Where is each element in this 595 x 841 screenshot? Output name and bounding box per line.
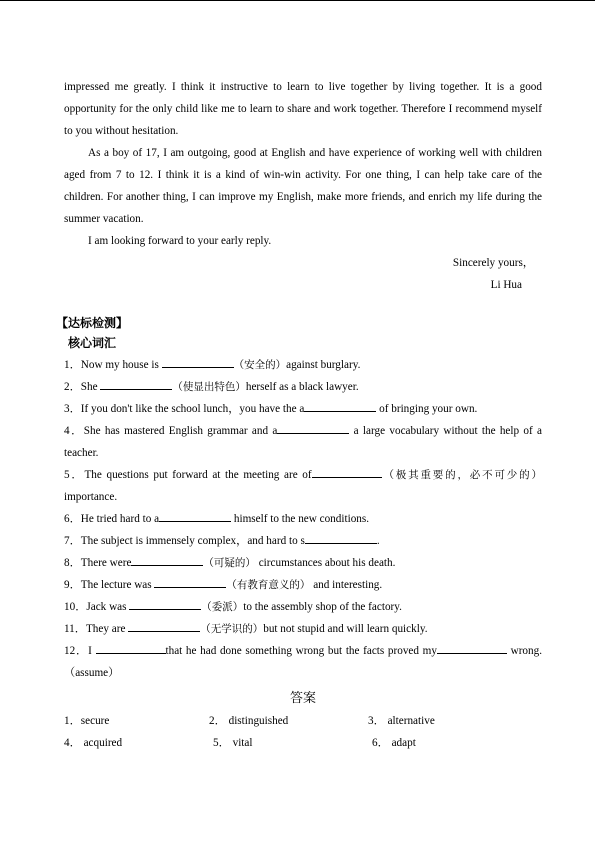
item-text-before: The subject is immensely complex，and hard to s: [80, 535, 305, 547]
item-number: 2．: [64, 381, 81, 393]
answer-blank[interactable]: [305, 531, 377, 544]
item-text-before: Jack was: [86, 601, 130, 613]
item-number: 1．: [64, 359, 81, 371]
exercise-item-1: [64, 354, 542, 376]
answer-blank[interactable]: [129, 597, 201, 610]
item-number: 7．: [64, 535, 81, 547]
answer-blank[interactable]: [304, 399, 376, 412]
answer-blank[interactable]: [100, 377, 172, 390]
item-text-before: The lecture was: [80, 579, 155, 591]
item-text-middle: that he had done something wrong but the facts proved my: [165, 645, 437, 657]
answers-row-2: [64, 732, 542, 754]
item-text-before: Now my house is: [80, 359, 162, 371]
answers-title: 答案: [289, 691, 316, 706]
answer-2: 2． distinguished: [209, 715, 289, 727]
letter-signature: Li Hua: [490, 279, 522, 291]
item-number: 4．: [64, 425, 84, 437]
exercise-item-3: [64, 398, 542, 420]
answers-row-1: [64, 710, 542, 732]
answer-6: 6． adapt: [372, 737, 416, 749]
item-hint: （使显出特色）: [172, 381, 246, 393]
exercise-item-8: [64, 552, 542, 574]
item-number: 9．: [64, 579, 81, 591]
exercise-item-5: [64, 464, 542, 508]
exercise-item-7: [64, 530, 542, 552]
answer-1: 1．secure: [64, 715, 110, 727]
item-number: 5．: [64, 469, 85, 481]
item-hint: （极其重要的，必不可少的）: [381, 469, 542, 481]
item-number: 10．: [64, 601, 87, 613]
item-number: 8．: [64, 557, 81, 569]
answer-blank[interactable]: [437, 641, 507, 654]
answer-blank[interactable]: [277, 421, 349, 434]
item-number: 11．: [64, 623, 86, 635]
item-text-after: wrong.（assume）: [64, 645, 542, 679]
answer-blank[interactable]: [128, 619, 200, 632]
letter-closing: Sincerely yours，: [452, 257, 534, 269]
page-top-border: [0, 0, 595, 1]
item-number: 12．: [64, 645, 89, 657]
item-number: 3．: [64, 403, 81, 415]
item-text-after: of bringing your own.: [376, 403, 478, 415]
item-hint: （无学识的）: [200, 623, 264, 635]
item-text-before: If you don't like the school lunch，you have the a: [80, 403, 305, 415]
item-hint: （委派）: [201, 601, 244, 613]
item-text-after: herself as a black lawyer.: [245, 381, 359, 393]
item-text-before: He tried hard to a: [80, 513, 160, 525]
section-title: 【达标检测】: [56, 316, 129, 330]
answer-blank[interactable]: [312, 465, 382, 478]
item-text-after: circumstances about his death.: [255, 557, 396, 569]
item-text-after: importance.: [64, 491, 118, 503]
letter-paragraph-3: I am looking forward to your early reply.: [88, 235, 272, 247]
item-hint: （有教育意义的）: [226, 579, 311, 591]
answer-4: 4． acquired: [64, 737, 123, 749]
item-hint: （可疑的）: [203, 557, 256, 569]
item-text-after: but not stupid and will learn quickly.: [263, 623, 428, 635]
item-text-after: a large vocabulary without the help of a teacher.: [64, 425, 542, 459]
item-text-after: .: [376, 535, 380, 547]
answer-blank[interactable]: [162, 355, 234, 368]
item-text-after: against burglary.: [286, 359, 361, 371]
item-text-before: She: [80, 381, 101, 393]
item-hint: （安全的）: [233, 359, 287, 371]
exercise-item-11: [64, 618, 542, 640]
exercise-item-2: [64, 376, 542, 398]
item-text-after: himself to the new conditions.: [231, 513, 370, 525]
item-text-before: The questions put forward at the meeting are of: [84, 469, 312, 481]
exercise-item-9: [64, 574, 542, 596]
answer-blank[interactable]: [96, 641, 166, 654]
item-text-before: There were: [80, 557, 132, 569]
subsection-title: 核心词汇: [68, 336, 117, 350]
answer-blank[interactable]: [131, 553, 203, 566]
answer-blank[interactable]: [159, 509, 231, 522]
exercise-item-12: [64, 640, 542, 684]
item-text-after: to the assembly shop of the factory.: [243, 601, 402, 613]
letter-paragraph-2: As a boy of 17, I am outgoing, good at English and have experience of working well with children aged from 7 to 12. I think it is a kind of win-win activity. For one thing, I can help take care of the children. For another thing, I can improve my English, make more friends, and enrich my life during the summer vacation.: [64, 147, 542, 225]
letter-paragraph-1: impressed me greatly. I think it instructive to learn to live together by living together. It is a good opportunity for the only child like me to learn to share and work together. Therefore I recommend myself to you without hesitation.: [64, 81, 542, 137]
document-page: [56, 76, 542, 754]
item-number: 6．: [64, 513, 81, 525]
answer-blank[interactable]: [154, 575, 226, 588]
exercise-item-6: [64, 508, 542, 530]
item-text-after: and interesting.: [310, 579, 383, 591]
exercise-item-10: [64, 596, 542, 618]
item-text-before: They are: [85, 623, 129, 635]
answer-5: 5． vital: [213, 737, 253, 749]
answer-3: 3． alternative: [368, 715, 435, 727]
item-text-before: I: [88, 645, 96, 657]
item-text-before: She has mastered English grammar and a: [83, 425, 278, 437]
exercise-item-4: [64, 420, 542, 464]
